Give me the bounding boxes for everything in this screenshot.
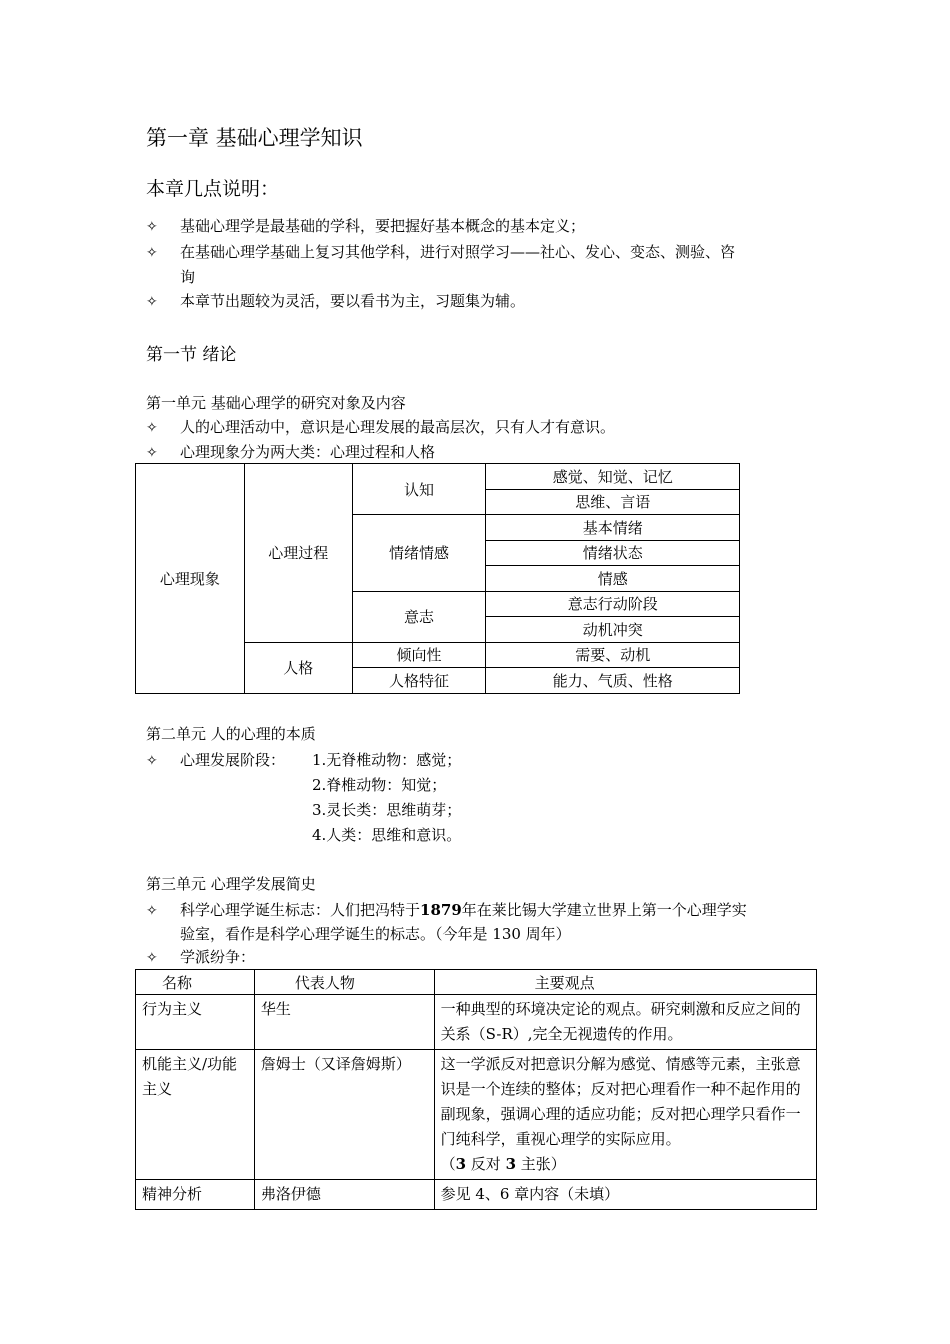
header-name: 名称 [136,970,255,995]
cell-emotion-item: 基本情绪 [486,515,740,541]
stage-4: 4.人类：思维和意识。 [312,826,462,844]
view-bold: 3 [455,1155,467,1173]
cell-root: 心理现象 [136,464,245,694]
chapter-title: 第一章 基础心理学知识 [146,126,363,150]
school-person: 詹姆士（又译詹姆斯） [254,1050,434,1180]
birth-line [180,898,747,923]
cell-process: 心理过程 [244,464,352,643]
table-row [136,1180,817,1210]
cell-traits-item: 能力、气质、性格 [486,668,740,694]
view-tail: （ [440,1155,456,1173]
bullet-icon: ✧ [146,420,158,436]
school-name: 行为主义 [136,995,255,1050]
birth-pre: 科学心理学诞生标志：人们把冯特于 [180,901,421,919]
note-3: 本章节出题较为灵活，要以看书为主，习题集为辅。 [180,292,526,310]
unit2-label: 心理发展阶段： [180,751,286,769]
unit1-bullet-1: 人的心理活动中，意识是心理发展的最高层次，只有人才有意识。 [180,418,616,436]
view-tail: 主张） [516,1155,566,1173]
cell-cognition: 认知 [352,464,486,515]
cell-emotion-item: 情绪状态 [486,540,740,566]
school-person: 华生 [254,995,434,1050]
table-row [136,1050,817,1180]
cell-personality: 人格 [244,642,352,693]
birth-line-2: 验室，看作是科学心理学诞生的标志。（今年是 130 周年） [180,925,571,943]
bullet-icon: ✧ [146,753,158,769]
stage-2: 2.脊椎动物：知觉； [312,776,447,794]
school-view [434,1050,816,1180]
unit1-bullet-2: 心理现象分为两大类：心理过程和人格 [180,443,436,461]
school-view-text: 这一学派反对把意识分解为感觉、情感等元素，主张意识是一个连续的整体；反对把心理看作一种不起作用的副现象，强调心理的适应功能；反对把心理学只看作一门纯科学，重视心理学的实际应用。 [440,1055,801,1148]
header-view: 主要观点 [434,970,816,995]
school-view: 一种典型的环境决定论的观点。研究刺激和反应之间的关系（S-R）,完全无视遗传的作用。 [434,995,816,1050]
bullet-icon: ✧ [146,445,158,461]
section-title: 第一节 绪论 [146,345,237,365]
bullet-icon: ✧ [146,950,158,966]
school-view: 参见 4、6 章内容（未填） [434,1180,816,1210]
unit3-title: 第三单元 心理学发展简史 [146,875,316,893]
school-person: 弗洛伊德 [254,1180,434,1210]
stage-1: 1.无脊椎动物：感觉； [312,751,462,769]
psych-phenomena-table [135,463,740,694]
cell-tendency-item: 需要、动机 [486,642,740,668]
cell-traits: 人格特征 [352,668,486,694]
school-name: 精神分析 [136,1180,255,1210]
view-bold: 3 [505,1155,516,1173]
cell-emotion-item: 情感 [486,566,740,592]
unit1-title: 第一单元 基础心理学的研究对象及内容 [146,394,406,412]
note-2: 在基础心理学基础上复习其他学科，进行对照学习——社心、发心、变态、测验、咨 [180,243,736,261]
bullet-icon: ✧ [146,245,158,261]
stage-3: 3.灵长类：思维萌芽； [312,801,462,819]
cell-will: 意志 [352,591,486,642]
cell-cognition-item: 思维、言语 [486,489,740,515]
note-1: 基础心理学是最基础的学科，要把握好基本概念的基本定义； [180,217,586,235]
cell-will-item: 动机冲突 [486,617,740,643]
table-row [136,995,817,1050]
notes-title: 本章几点说明： [146,178,280,200]
cell-cognition-item: 感觉、知觉、记忆 [486,464,740,490]
schools-table [135,969,817,1210]
view-tail: 反对 [466,1155,506,1173]
header-person: 代表人物 [254,970,434,995]
bullet-icon: ✧ [146,219,158,235]
schools-label: 学派纷争： [180,948,256,966]
cell-tendency: 倾向性 [352,642,486,668]
bullet-icon: ✧ [146,903,158,919]
unit2-title: 第二单元 人的心理的本质 [146,725,316,743]
birth-post: 年在莱比锡大学建立世界上第一个心理学实 [461,901,747,919]
note-2-cont: 询 [180,268,196,286]
cell-will-item: 意志行动阶段 [486,591,740,617]
school-name: 机能主义/功能主义 [136,1050,255,1180]
cell-emotion: 情绪情感 [352,515,486,592]
birth-year: 1879 [420,901,462,919]
bullet-icon: ✧ [146,294,158,310]
